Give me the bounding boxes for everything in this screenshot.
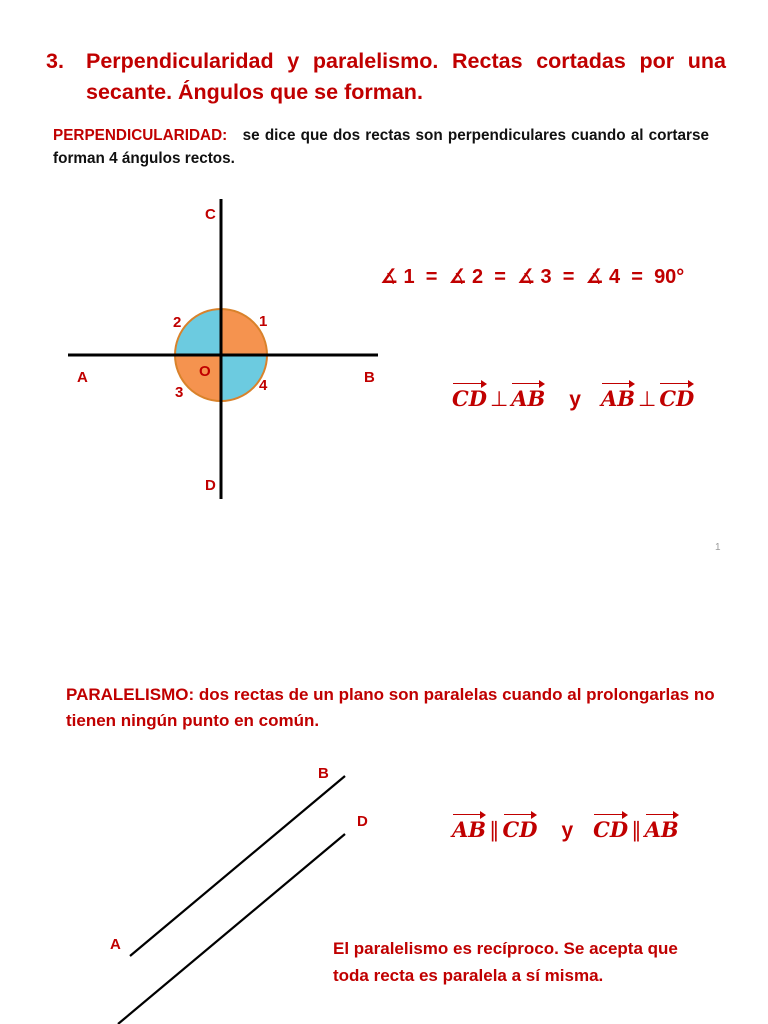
parallelism-note: El paralelismo es recíproco. Se acepta que toda recta es paralela a sí misma.: [333, 939, 678, 985]
perpendicularity-term: PERPENDICULARIDAD:: [53, 127, 228, 144]
label-c: C: [205, 206, 216, 223]
label-o: O: [199, 363, 211, 380]
label-b: B: [364, 369, 375, 386]
label-angle-4: 4: [259, 377, 268, 394]
perpendicular-relation: [452, 380, 694, 412]
label-angle-2: 2: [173, 314, 182, 331]
vector-ab-par: AB: [452, 811, 486, 842]
label-angle-1: 1: [259, 313, 268, 330]
parallel-figure: [110, 765, 368, 1024]
section-title-text: Perpendicularidad y paralelismo. Rectas cortadas por una secante. Ángulos que se forman.: [86, 49, 726, 104]
parallel-symbol: ∥: [489, 818, 500, 842]
perpendicular-symbol-2: ⊥: [638, 387, 657, 411]
label-b-parallel: B: [318, 765, 329, 782]
perpendicular-figure: [68, 199, 378, 499]
label-a-parallel: A: [110, 936, 121, 953]
vector-ab: AB: [511, 380, 545, 411]
section-number: 3.: [46, 49, 64, 73]
label-d: D: [205, 477, 216, 494]
vector-cd-par-2: CD: [593, 811, 628, 842]
connector-y: y: [569, 388, 581, 411]
label-angle-3: 3: [175, 384, 184, 401]
angles-equation: ∡ 1 = ∡ 2 = ∡ 3 = ∡ 4 = 90°: [380, 266, 685, 288]
perpendicular-symbol: ⊥: [489, 387, 509, 411]
vector-cd-2: CD: [659, 380, 694, 411]
connector-y-par: y: [561, 819, 574, 842]
parallelism-definition: PARALELISMO: dos rectas de un plano son paralelas cuando al prolongarlas no tienen ningún punto en común.: [66, 685, 715, 730]
vector-cd-par: CD: [503, 811, 538, 842]
page-number: 1: [715, 542, 721, 553]
vector-ab-par-2: AB: [645, 811, 679, 842]
vector-cd: CD: [452, 380, 487, 411]
label-a: A: [77, 369, 88, 386]
parallel-relation: [452, 811, 679, 843]
label-d-parallel: D: [357, 813, 368, 830]
vector-ab-2: AB: [601, 380, 635, 411]
parallel-symbol-2: ∥: [631, 818, 642, 842]
line-ab-parallel: [130, 776, 345, 956]
line-cd-parallel: [118, 834, 345, 1024]
perpendicularity-text: se dice que dos rectas son perpendiculares cuando al cortarse forman 4 ángulos rectos.: [53, 127, 709, 167]
